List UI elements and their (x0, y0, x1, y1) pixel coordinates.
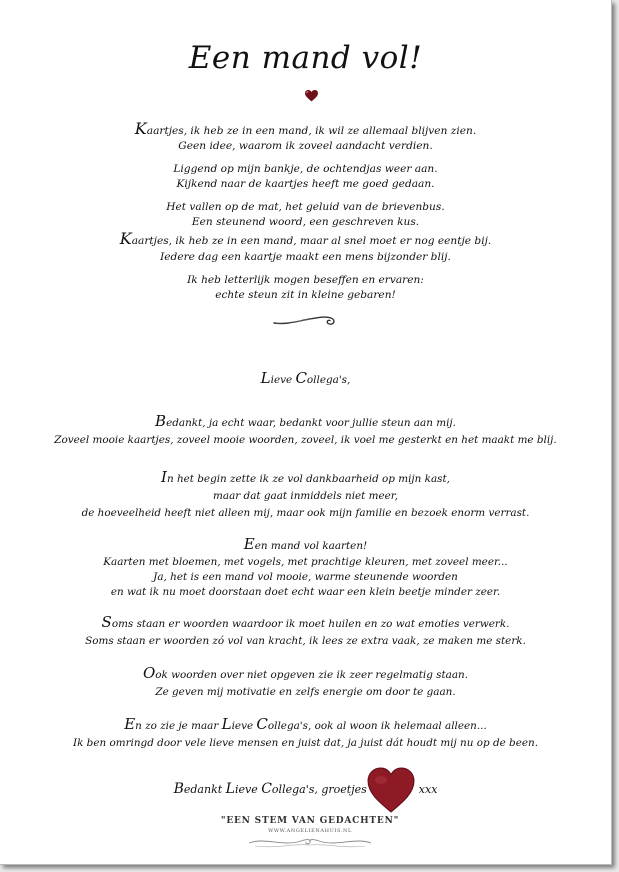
text: n zo zie je maar (135, 720, 222, 732)
letter (0, 370, 611, 752)
letter-line (0, 716, 611, 735)
letter-line (0, 469, 611, 488)
drop-cap: L (260, 369, 271, 387)
letter-line: de hoeveelheid heeft niet alleen mij, maar ook mijn familie en bezoek enorm verrast. (81, 507, 530, 519)
logo-title: "EEN STEM VAN GEDACHTEN" (220, 816, 400, 826)
swirl-divider-icon (272, 311, 338, 329)
text: ollega's, ook al woon ik helemaal alleen... (267, 720, 487, 732)
salutation (0, 370, 611, 389)
poem-line (0, 230, 611, 250)
poem (0, 121, 611, 303)
letter-line (0, 614, 611, 633)
text: en mand vol kaarten! (254, 540, 368, 552)
heart-ornament-icon (305, 90, 318, 102)
text: ollega's, (306, 374, 351, 386)
signature-line (0, 781, 611, 797)
drop-cap: L (221, 715, 232, 733)
poem-line-text: aartjes, ik heb ze in een mand, maar al snel moet er nog eentje bij. (131, 235, 492, 247)
logo-url: WWW.ANGELIENAHUIS.NL (268, 828, 352, 834)
drop-cap: K (134, 119, 147, 138)
letter-line: Soms staan er woorden zó vol van kracht, ik lees ze extra vaak, ze maken me sterk. (85, 635, 526, 647)
letter-line (0, 413, 611, 432)
drop-cap: E (124, 715, 136, 733)
logo-flourish-icon (245, 835, 375, 849)
text: ieve (234, 783, 262, 796)
poem-line: Iedere dag een kaartje maakt een mens bijzonder blij. (160, 251, 451, 263)
letter-line: Zoveel mooie kaartjes, zoveel mooie woorden, zoveel, ik voel me gesterkt en het maakt me blij. (54, 434, 557, 446)
kisses-text: xxx (418, 783, 438, 796)
drop-cap: B (173, 781, 184, 797)
letter-line (0, 665, 611, 684)
text: edankt, ja echt waar, bedankt voor jullie steun aan mij. (166, 417, 456, 429)
drop-cap: C (295, 369, 307, 387)
letter-line: Ja, het is een mand vol mooie, warme steunende woorden (153, 571, 458, 583)
letter-line: Kaarten met bloemen, met vogels, met prachtige kleuren, met zoveel meer... (103, 556, 508, 568)
letter-line: Ik ben omringd door vele lieve mensen en juist dat, ja juist dát houdt mij nu op de been. (72, 737, 539, 749)
poem-line (0, 121, 611, 139)
text: ollega's, groetjes (271, 783, 367, 796)
drop-cap: I (161, 468, 167, 486)
poem-line: Liggend op mijn bankje, de ochtendjas weer aan. (173, 163, 438, 175)
drop-cap: E (243, 535, 255, 553)
poem-line: echte steun zit in kleine gebaren! (215, 289, 396, 301)
poem-line: Een steunend woord, een geschreven kus. (191, 216, 420, 228)
poem-line: Kijkend naar de kaartjes heeft me goed gedaan. (176, 178, 435, 190)
drop-cap: O (142, 664, 156, 682)
poem-line: Ik heb letterlijk mogen beseffen en ervaren: (187, 274, 424, 286)
drop-cap: C (261, 781, 272, 797)
text: ok woorden over niet opgeven zie ik zeer regelmatig staan. (155, 669, 469, 681)
drop-cap: K (119, 229, 132, 248)
text: edankt (183, 783, 226, 796)
brand-logo (210, 816, 410, 853)
poem-line: Het vallen op de mat, het geluid van de brievenbus. (166, 201, 445, 213)
letter-line: en wat ik nu moet doorstaan doet echt waar een klein beetje minder zeer. (110, 586, 501, 598)
letter-line: Ze geven mij motivatie en zelfs energie om door te gaan. (155, 686, 456, 698)
letter-line: maar dat gaat inmiddels niet meer, (213, 490, 398, 502)
drop-cap: S (101, 613, 112, 631)
drop-cap: C (256, 715, 268, 733)
drop-cap: B (155, 412, 167, 430)
text: oms staan er woorden waardoor ik moet huilen en zo wat emoties verwerk. (111, 618, 510, 630)
drop-cap: L (225, 781, 235, 797)
text: n het begin zette ik ze vol dankbaarheid op mijn kast, (166, 473, 450, 485)
poem-line: Geen idee, waarom ik zoveel aandacht verdien. (178, 140, 433, 152)
letter-line (0, 536, 611, 555)
poem-line-text: aartjes, ik heb ze in een mand, ik wil ze allemaal blijven zien. (146, 125, 477, 137)
heart-icon (367, 767, 415, 813)
text: ieve (270, 374, 296, 386)
text: ieve (231, 720, 257, 732)
page-title: Een mand vol! (188, 40, 423, 76)
